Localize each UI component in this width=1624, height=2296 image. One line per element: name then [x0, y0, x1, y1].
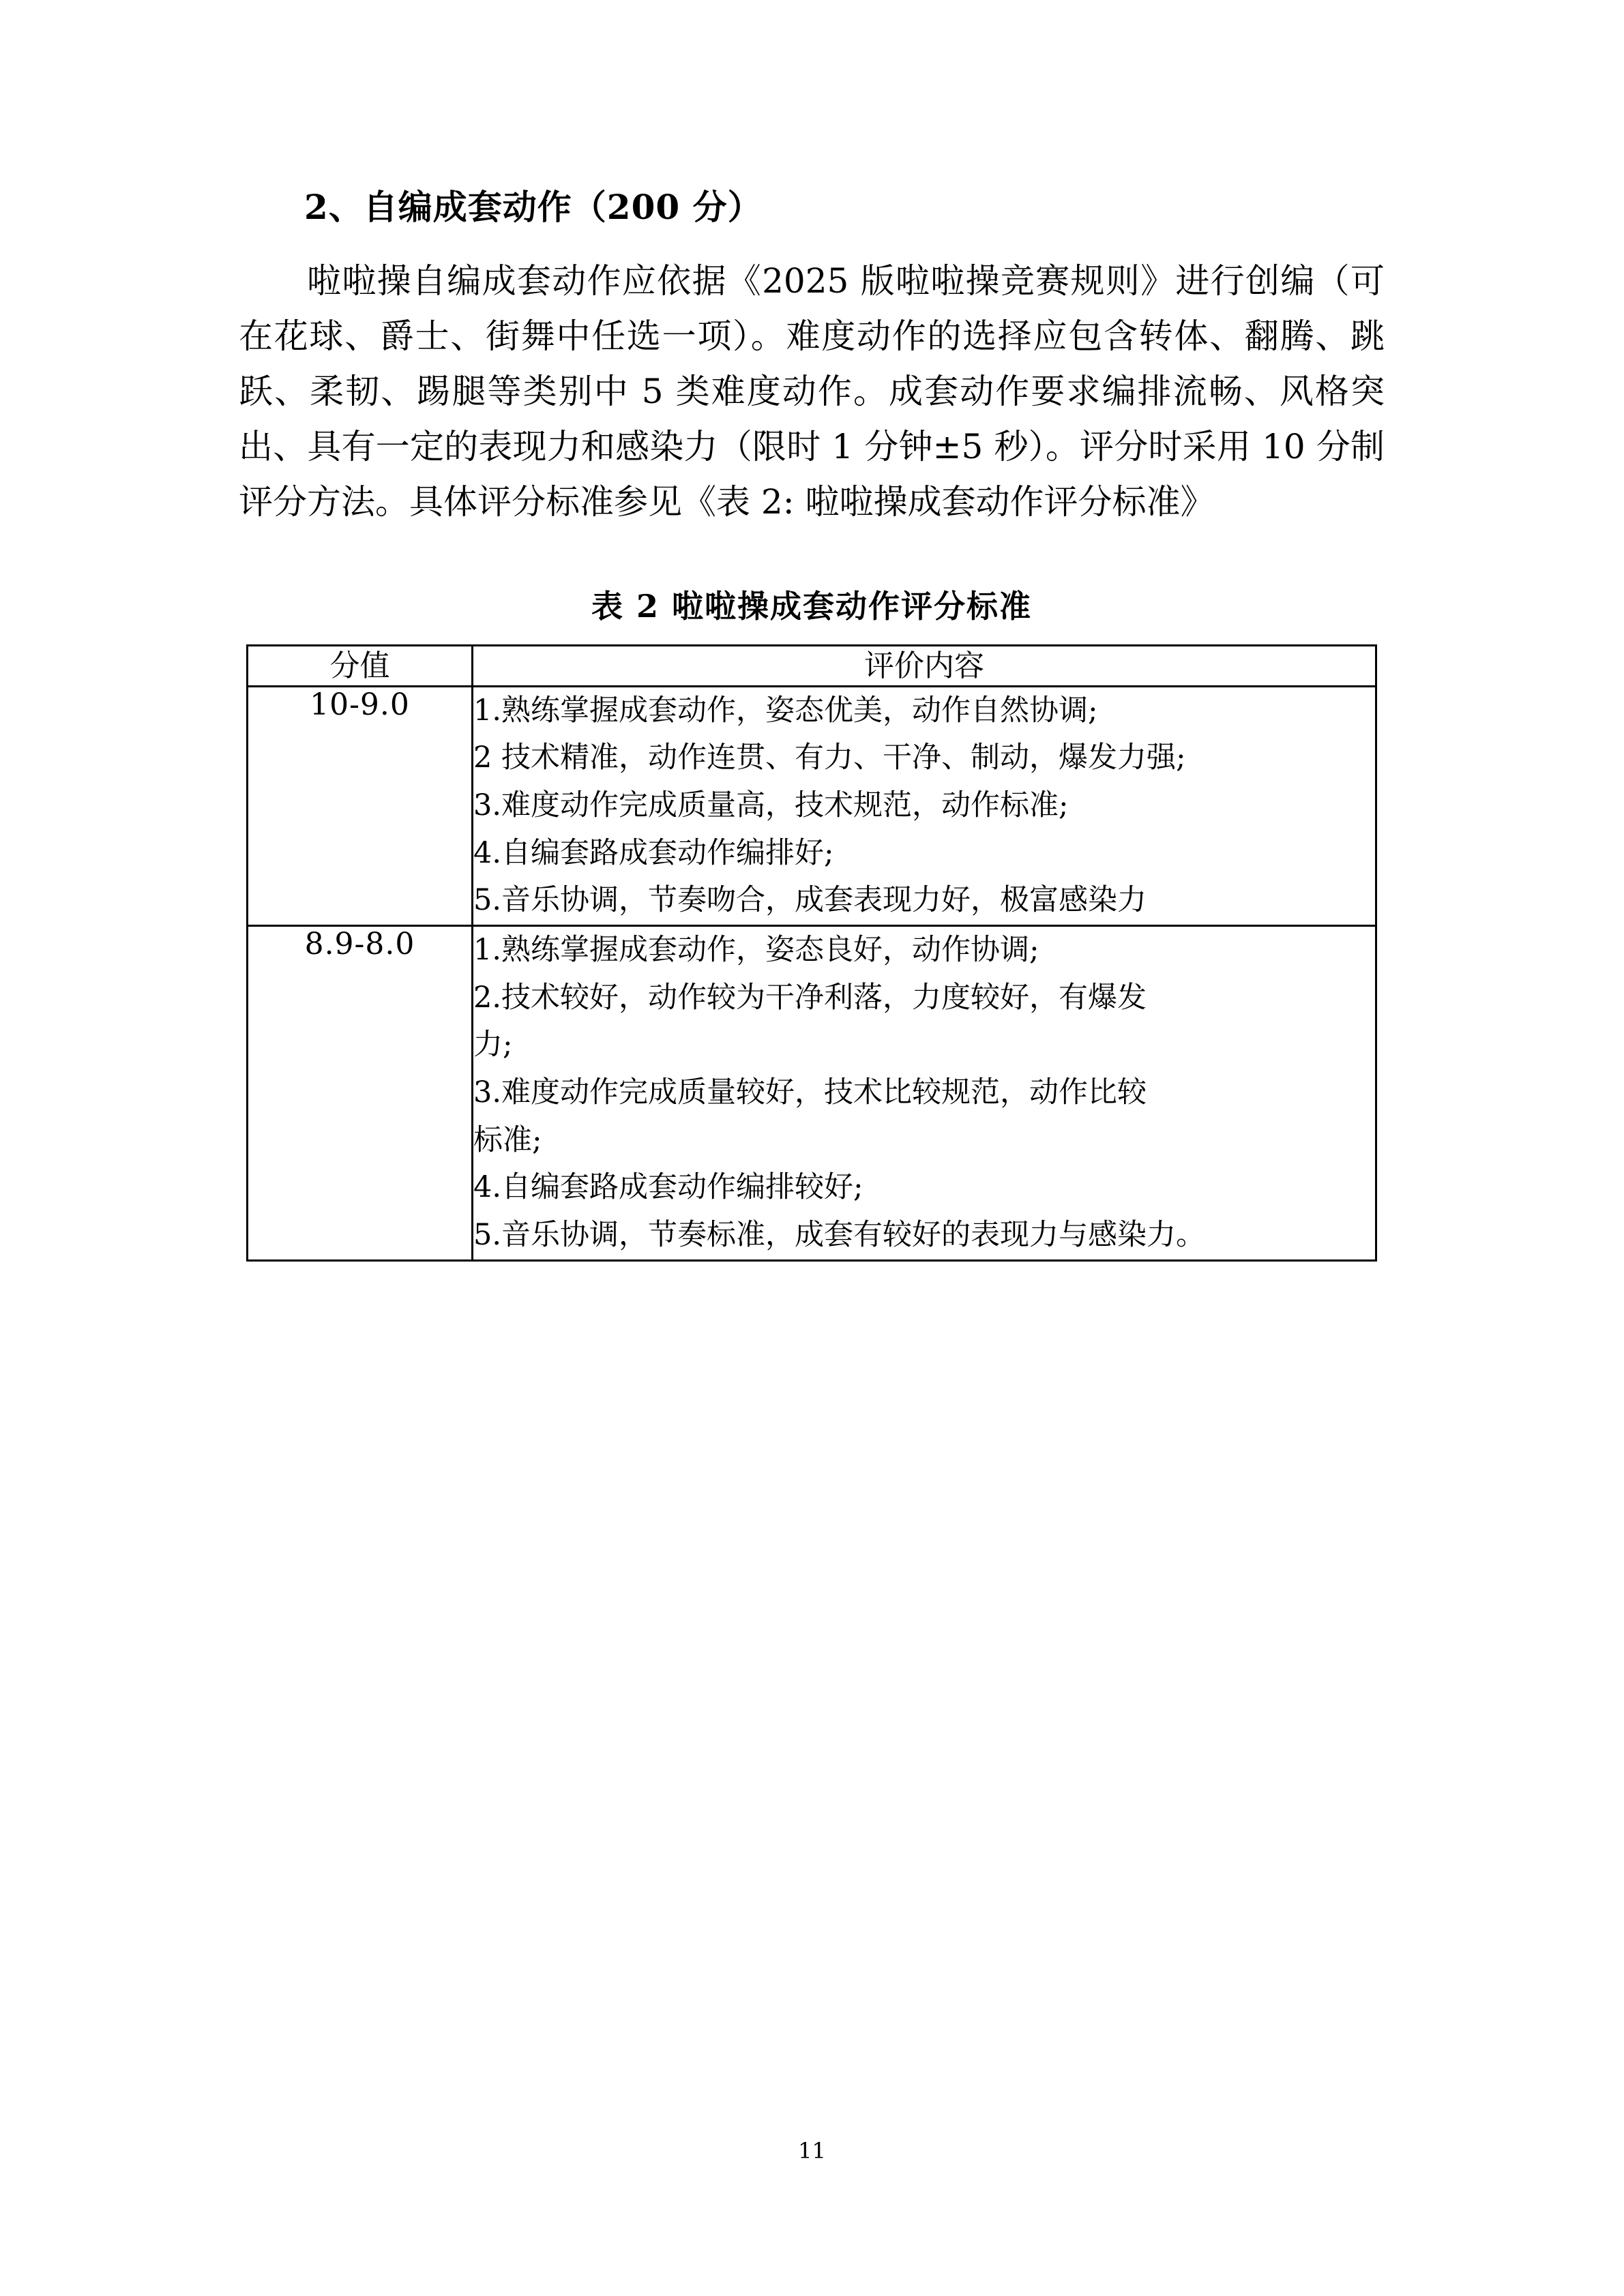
section-heading: 2、自编成套动作（200 分） — [304, 187, 763, 227]
document-content — [239, 184, 1385, 1262]
criteria-cell — [473, 686, 1376, 925]
table-caption: 表 2 啦啦操成套动作评分标准 — [591, 587, 1033, 625]
scoring-criteria-table — [246, 644, 1377, 1262]
criteria-line: 1.熟练掌握成套动作，姿态良好，动作协调; — [473, 932, 1039, 967]
criteria-line: 5.音乐协调，节奏标准，成套有较好的表现力与感染力。 — [473, 1217, 1206, 1252]
criteria-line: 2 技术精准，动作连贯、有力、干净、制动，爆发力强; — [473, 741, 1186, 775]
criteria-cell — [473, 925, 1376, 1260]
body-paragraph: 啦啦操自编成套动作应依据《2025 版啦啦操竞赛规则》进行创编（可在花球、爵士、街舞中任选一项）。难度动作的选择应包含转体、翻腾、跳跃、柔韧、踢腿等类别中 5 类难度动作。成套动作要求编排流畅、风格突出、具有一定的表现力和感染力（限时 1 分钟±5 秒）。评分时采用 10 分制评分方法。具体评分标准参见《表 2: 啦啦操成套动作评分标准》 — [239, 260, 1385, 522]
criteria-line: 4.自编套路成套动作编排好; — [473, 835, 834, 870]
table-row — [248, 686, 1376, 925]
criteria-line: 1.熟练掌握成套动作，姿态优美，动作自然协调; — [473, 693, 1098, 728]
score-range-cell: 10-9.0 — [248, 686, 473, 925]
criteria-line: 2.技术较好，动作较为干净利落，力度较好，有爆发 — [473, 980, 1147, 1015]
table-row — [248, 925, 1376, 1260]
criteria-line: 力; — [473, 1028, 513, 1062]
table-header-score: 分值 — [248, 645, 473, 686]
criteria-line: 4.自编套路成套动作编排较好; — [473, 1170, 863, 1205]
score-range-cell: 8.9-8.0 — [248, 925, 473, 1260]
criteria-line: 3.难度动作完成质量高，技术规范，动作标准; — [473, 788, 1069, 822]
criteria-line: 标准; — [473, 1122, 542, 1157]
criteria-line: 3.难度动作完成质量较好，技术比较规范，动作比较 — [473, 1075, 1147, 1109]
page-number: 11 — [798, 2138, 826, 2164]
table-header-content: 评价内容 — [473, 645, 1376, 686]
criteria-line: 5.音乐协调，节奏吻合，成套表现力好，极富感染力 — [473, 883, 1147, 918]
table-header-row — [248, 645, 1376, 686]
